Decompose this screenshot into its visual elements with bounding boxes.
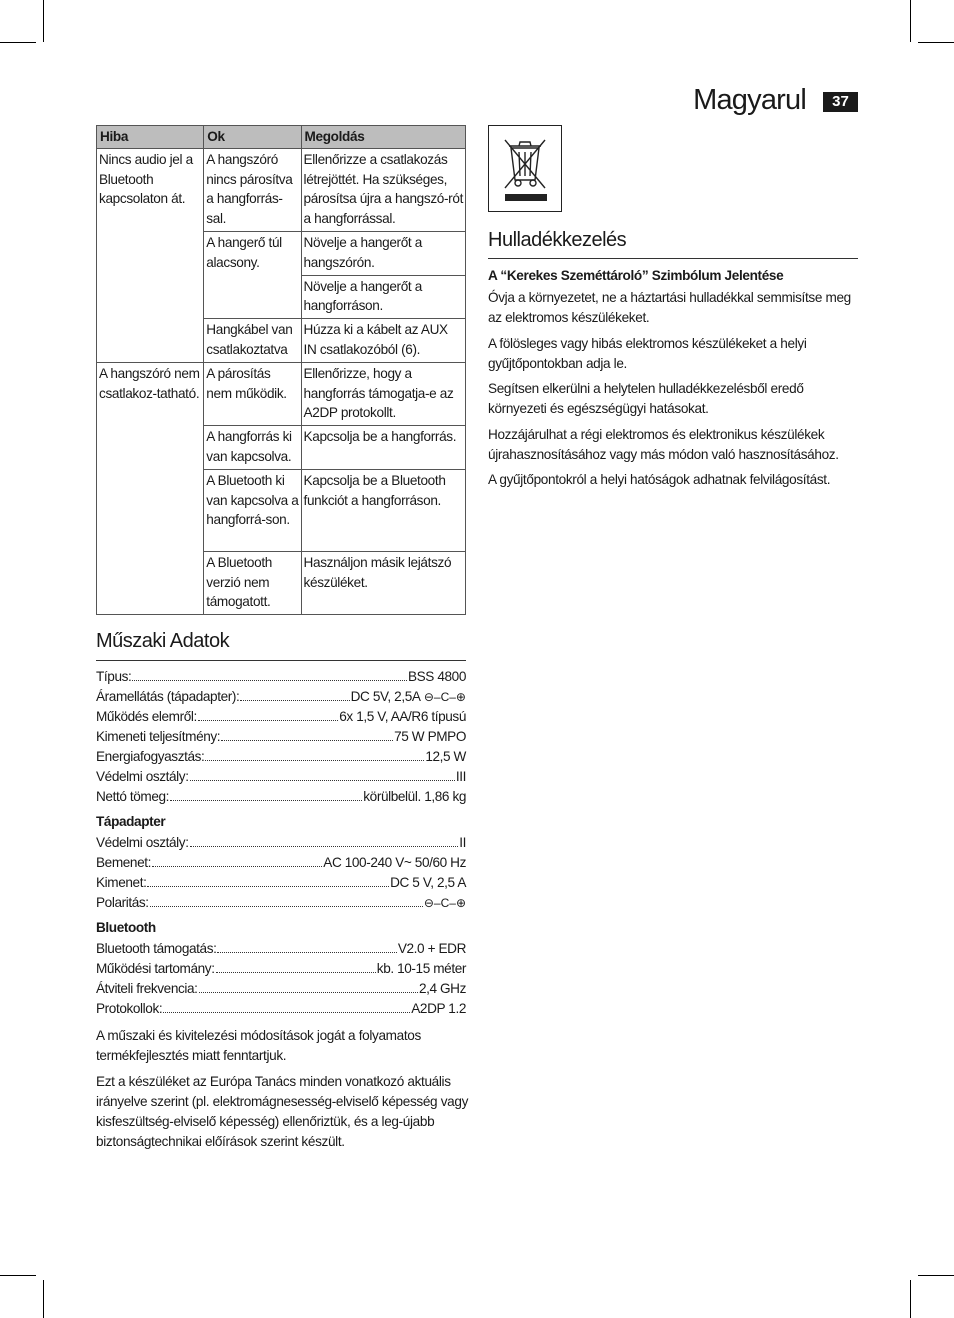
crop-mark: [910, 0, 911, 42]
spec-value: II: [459, 835, 466, 850]
spec-row: [96, 834, 466, 854]
specs-note: A műszaki és kivitelezési módosítások jogát a folyamatos termékfejlesztés miatt fenntartjuk.: [96, 1028, 421, 1063]
column-header: Ok: [204, 126, 301, 149]
spec-value: BSS 4800: [407, 669, 466, 684]
specs-note: Ezt a készüléket az Európa Tanács minden vonatkozó aktuális irányelve szerint (pl. elektromágnesesség-elviselő képesség vagy kisfeszültség-elviselő képesség) ellenőriztük, és a leg-újabb biztonságtechnikai előírások szerint készült.: [96, 1074, 469, 1149]
cause-cell: Hangkábel van csatlakoztatva: [204, 319, 301, 363]
spec-key: Kimeneti teljesítmény:: [96, 729, 221, 744]
solution-cell: Használjon másik lejátszó készüléket.: [301, 551, 465, 614]
troubleshooting-table: [96, 125, 466, 615]
spec-key: Működési tartomány:: [96, 961, 215, 976]
cause-cell: A hangszóró nincs párosítva a hangforrás-sal.: [204, 148, 301, 231]
spec-key: Polaritás:: [96, 895, 149, 910]
spec-value: 6x 1,5 V, AA/R6 típusú: [339, 709, 466, 724]
spec-key: Típus:: [96, 669, 132, 684]
crop-mark: [0, 42, 36, 43]
cause-cell: A Bluetooth ki van kapcsolva a hangforrá-son.: [204, 469, 301, 551]
adapter-subtitle: Tápadapter: [96, 814, 166, 829]
crop-mark: [918, 42, 954, 43]
spec-row: [96, 748, 466, 768]
polarity-symbol-icon: ⊖–C–⊕: [423, 896, 466, 910]
disposal-paragraph: Óvja a környezetet, ne a háztartási hulladékkal semmisítse meg az elektromos készülékeket.: [488, 290, 851, 325]
page-language-title: Magyarul: [693, 84, 806, 116]
spec-row: [96, 940, 466, 960]
spec-row: [96, 980, 466, 1000]
solution-cell: Kapcsolja be a Bluetooth funkciót a hangforráson.: [301, 469, 465, 551]
spec-key: Áramellátás (tápadapter):: [96, 689, 240, 704]
spec-value: 75 W PMPO: [394, 729, 466, 744]
table-row: [97, 362, 466, 425]
crop-mark: [43, 0, 44, 42]
spec-value: 12,5 W: [425, 749, 466, 764]
crop-mark: [43, 1280, 44, 1318]
spec-value: kb. 10-15 méter: [376, 961, 466, 976]
cause-cell: A hangerő túl alacsony.: [204, 231, 301, 318]
spec-row: [96, 788, 466, 808]
column-header: Hiba: [97, 126, 204, 149]
spec-key: Kimenet:: [96, 875, 147, 890]
cause-cell: A Bluetooth verzió nem támogatott.: [204, 551, 301, 614]
solution-cell: Kapcsolja be a hangforrás.: [301, 426, 465, 470]
bluetooth-subtitle: Bluetooth: [96, 920, 156, 935]
solution-cell: Növelje a hangerőt a hangszórón.: [301, 231, 465, 275]
cause-cell: A hangforrás ki van kapcsolva.: [204, 426, 301, 470]
page-number: 37: [823, 92, 858, 112]
section-divider: [96, 660, 466, 661]
spec-row: [96, 768, 466, 788]
disposal-paragraph: Segítsen elkerülni a helytelen hulladékkezelésből eredő környezeti és egészségügyi hatásokat.: [488, 381, 804, 416]
specs-title: Műszaki Adatok: [96, 630, 230, 652]
spec-value: körülbelül. 1,86 kg: [363, 789, 466, 804]
spec-key: Átviteli frekvencia:: [96, 981, 198, 996]
disposal-title: Hulladékkezelés: [488, 229, 627, 251]
spec-row: [96, 688, 466, 708]
spec-key: Működés elemről:: [96, 709, 197, 724]
spec-value: DC 5V, 2,5A: [350, 689, 421, 704]
spec-key: Energiafogyasztás:: [96, 749, 205, 764]
spec-row: [96, 668, 466, 688]
weee-symbol-box: [488, 125, 562, 212]
spec-value: 2,4 GHz: [418, 981, 466, 996]
table-header-row: [97, 126, 466, 149]
spec-row: [96, 708, 466, 728]
specs-general-list: [96, 668, 466, 1020]
solution-cell: Ellenőrizze, hogy a hangforrás támogatja-e az A2DP protokollt.: [301, 362, 465, 425]
spec-row: [96, 874, 466, 894]
spec-value: A2DP 1.2: [411, 1001, 466, 1016]
spec-value: DC 5 V, 2,5 A: [390, 875, 466, 890]
solution-cell: Ellenőrizze a csatlakozás létrejöttét. Ha szükséges, párosítsa újra a hangszó-rót a hangforrással.: [301, 148, 465, 231]
problem-cell: A hangszóró nem csatlakoz-tatható.: [97, 362, 204, 614]
crossed-out-bin-icon: [489, 126, 561, 211]
crop-mark: [0, 1275, 36, 1276]
solution-cell: Húzza ki a kábelt az AUX IN csatlakozóból (6).: [301, 319, 465, 363]
polarity-symbol-icon: ⊖–C–⊕: [420, 690, 466, 704]
spec-key: Nettó tömeg:: [96, 789, 170, 804]
spec-key: Védelmi osztály:: [96, 835, 189, 850]
column-header: Megoldás: [301, 126, 465, 149]
disposal-subtitle: A “Kerekes Szeméttároló” Szimbólum Jelentése: [488, 268, 784, 283]
spec-key: Protokollok:: [96, 1001, 163, 1016]
spec-row: [96, 894, 466, 914]
spec-row: [96, 1000, 466, 1020]
spec-value: AC 100-240 V~ 50/60 Hz: [323, 855, 466, 870]
crop-mark: [918, 1275, 954, 1276]
spec-value: V2.0 + EDR: [397, 941, 466, 956]
spec-row: [96, 728, 466, 748]
table-row: [97, 148, 466, 231]
spec-key: Védelmi osztály:: [96, 769, 189, 784]
spec-key: Bemenet:: [96, 855, 151, 870]
disposal-paragraph: Hozzájárulhat a régi elektromos és elektronikus készülékek újrahasznosításához vagy más módon való hasznosításához.: [488, 427, 839, 462]
spec-row: [96, 854, 466, 874]
spec-value: III: [455, 769, 466, 784]
disposal-paragraph: A fölösleges vagy hibás elektromos készülékeket a helyi gyűjtőpontokban adja le.: [488, 336, 807, 371]
disposal-paragraph: A gyűjtőpontokról a helyi hatóságok adhatnak felvilágosítást.: [488, 472, 831, 487]
solution-cell: Növelje a hangerőt a hangforráson.: [301, 275, 465, 319]
cause-cell: A párosítás nem működik.: [204, 362, 301, 425]
spec-key: Bluetooth támogatás:: [96, 941, 217, 956]
problem-cell: Nincs audio jel a Bluetooth kapcsolaton át.: [97, 148, 204, 362]
spec-row: [96, 960, 466, 980]
crop-mark: [910, 1280, 911, 1318]
section-divider: [488, 258, 858, 259]
